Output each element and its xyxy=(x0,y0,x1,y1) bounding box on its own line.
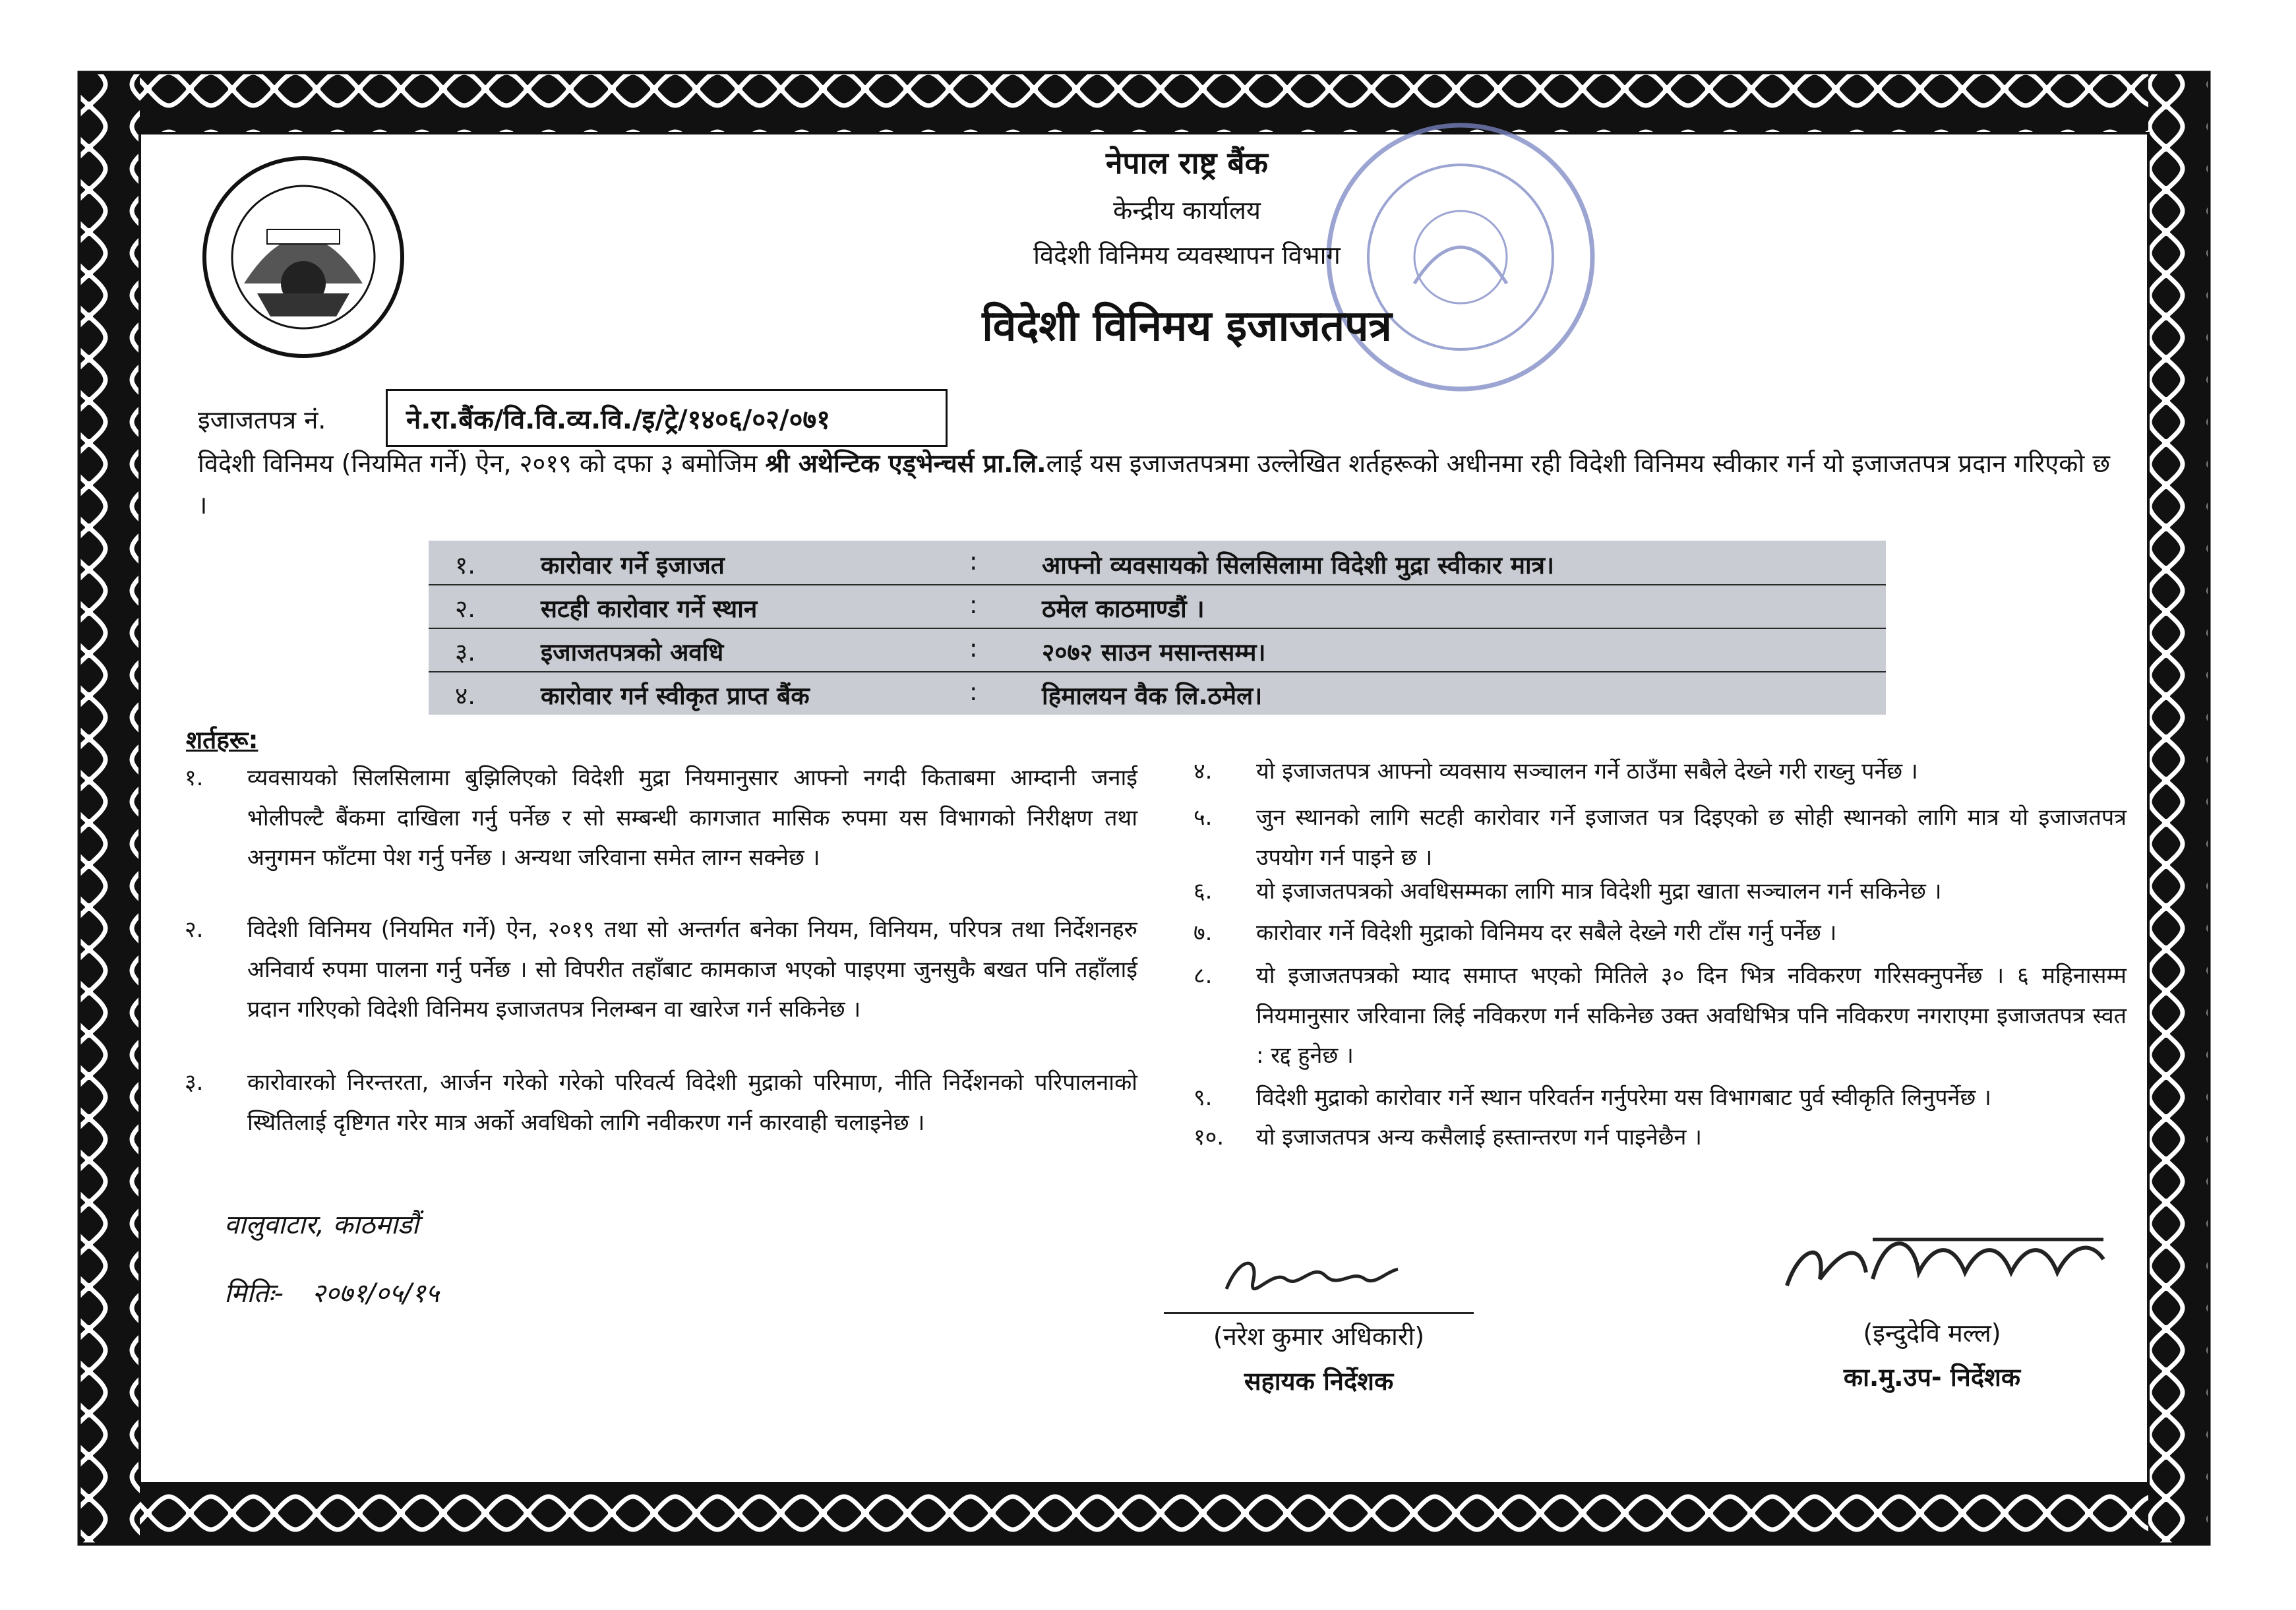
signatory-2-name: (इन्दुदेवि मल्ल) xyxy=(1863,1319,2001,1348)
term-text: विदेशी मुद्राको कारोवार गर्ने स्थान परिवर्तन गर्नुपरेमा यस विभागबाट पुर्व स्वीकृति लिनुपर्नेछ । xyxy=(1256,1085,1991,1111)
detail-num: १. xyxy=(455,551,476,580)
detail-label: सटही कारोवार गर्ने स्थान xyxy=(541,595,758,623)
signature-1 xyxy=(1213,1243,1411,1315)
term-num: १. xyxy=(185,765,204,791)
term-text: जुन स्थानको लागि सटही कारोवार गर्ने इजाजत पत्र दिइएको छ सोही स्थानको लागि मात्र यो इजाजतपत्र उपयोग गर्न पाइने छ । xyxy=(1256,804,2127,871)
permit-details-table xyxy=(429,541,1886,715)
term-num: १०. xyxy=(1193,1124,1224,1150)
term-item xyxy=(185,1063,1137,1143)
company-name: श्री अथेन्टिक एड्भेन्चर्स प्रा.लि. xyxy=(765,449,1046,478)
document-title: विदेशी विनिमय इजाजतपत्र xyxy=(982,302,1392,351)
detail-colon: : xyxy=(969,591,978,619)
term-item xyxy=(185,910,1137,1030)
term-text: कारोवारको निरन्तरता, आर्जन गरेको गरेको परिवर्त्य विदेशी मुद्राको परिमाण, नीति निर्देशनको परिपालनाको स्थितिलाई दृष्टिगत गरेर मात्र अर्को अवधिको लागि नवीकरण गर्न कारवाही चलाइनेछ । xyxy=(247,1069,1137,1136)
detail-value: ठमेल काठमाण्डौं । xyxy=(1042,595,1205,623)
detail-label: कारोवार गर्न स्वीकृत प्राप्त बैंक xyxy=(541,682,810,710)
detail-num: ३. xyxy=(455,638,476,667)
term-text: यो इजाजतपत्र आफ्नो व्यवसाय सञ्चालन गर्ने ठाउँमा सबैले देख्ने गरी राख्नु पर्नेछ । xyxy=(1256,758,1918,785)
intro-after: लाई यस इजाजतपत्रमा उल्लेखित शर्तहरूको अधीनमा रही विदेशी विनिमय स्वीकार गर्न यो इजाजतपत्र प्रदान गरिएको छ । xyxy=(198,449,2110,520)
term-item xyxy=(1193,1118,2127,1158)
intro-paragraph xyxy=(198,443,2110,525)
term-item xyxy=(1193,956,2127,1076)
permit-number-label: इजाजतपत्र नं. xyxy=(198,405,326,434)
term-num: ४. xyxy=(1193,758,1213,785)
detail-row xyxy=(429,628,1886,672)
detail-value: २०७२ साउन मसान्तसम्म। xyxy=(1042,638,1266,667)
term-item xyxy=(1193,872,2127,912)
bank-name: नेपाल राष्ट्र बैंक xyxy=(1106,145,1268,181)
issue-place: वालुवाटार, काठमाडौं xyxy=(224,1210,419,1240)
term-item xyxy=(185,758,1137,878)
detail-value: हिमालयन वैक लि.ठमेल। xyxy=(1042,682,1263,710)
term-text: यो इजाजतपत्रको अवधिसम्मका लागि मात्र विदेशी मुद्रा खाता सञ्चालन गर्न सकिनेछ । xyxy=(1256,878,1942,905)
detail-num: २. xyxy=(455,595,476,623)
date-label: मितिः- xyxy=(224,1278,284,1309)
term-item xyxy=(1193,798,2127,878)
term-num: २. xyxy=(185,916,204,943)
detail-row xyxy=(429,584,1886,629)
term-num: ६. xyxy=(1193,878,1213,905)
term-text: यो इजाजतपत्र अन्य कसैलाई हस्तान्तरण गर्न पाइनेछैन । xyxy=(1256,1124,1703,1150)
term-text: यो इजाजतपत्रको म्याद समाप्त भएको मितिले ३० दिन भित्र नविकरण गरिसक्नुपर्नेछ । ६ महिनासम्म नियमानुसार जरिवाना लिई नविकरण गर्न सकिनेछ उक्त अवधिभित्र पनि नविकरण नगराएमा इजाजतपत्र स्वत : रद्द हुनेछ । xyxy=(1256,963,2127,1069)
term-text: विदेशी विनिमय (नियमित गर्ने) ऐन, २०१९ तथा सो अन्तर्गत बनेका नियम, विनियम, परिपत्र तथा निर्देशनहरु अनिवार्य रुपमा पालना गर्नु पर्नेछ । सो विपरीत तहाँबाट कामकाज भएको पाइएमा जुनसुकै बखत पनि तहाँलाई प्रदान गरिएको विदेशी विनिमय इजाजतपत्र निलम्बन वा खारेज गर्न सकिनेछ । xyxy=(247,916,1137,1023)
term-item xyxy=(1193,913,2127,953)
term-item xyxy=(1193,752,2127,792)
term-num: ७. xyxy=(1193,920,1213,946)
permit-number: ने.रा.बैंक/वि.वि.व्य.वि./इ/ट्रे/१४०६/०२/०७१ xyxy=(386,389,948,447)
detail-label: कारोवार गर्ने इजाजत xyxy=(541,551,725,580)
signatory-1-name: (नरेश कुमार अधिकारी) xyxy=(1213,1322,1425,1351)
department-name: विदेशी विनिमय व्यवस्थापन विभाग xyxy=(1033,241,1341,270)
bank-emblem-logo xyxy=(198,152,409,363)
term-num: ३. xyxy=(185,1069,204,1096)
signature-line-1 xyxy=(1164,1312,1474,1314)
term-item xyxy=(1193,1078,2127,1118)
term-num: ८. xyxy=(1193,963,1213,989)
detail-row xyxy=(429,541,1886,585)
office-name: केन्द्रीय कार्यालय xyxy=(1113,196,1261,225)
terms-heading: शर्तहरू: xyxy=(186,726,258,754)
detail-label: इजाजतपत्रको अवधि xyxy=(541,638,724,667)
signatory-1-title: सहायक निर्देशक xyxy=(1244,1367,1394,1396)
detail-colon: : xyxy=(969,547,978,576)
term-num: ९. xyxy=(1193,1085,1213,1111)
signature-2 xyxy=(1774,1213,2117,1319)
term-text: कारोवार गर्ने विदेशी मुद्राको विनिमय दर सबैले देख्ने गरी टाँस गर्नु पर्नेछ । xyxy=(1256,920,1837,946)
detail-row xyxy=(429,671,1886,715)
detail-colon: : xyxy=(969,678,978,706)
issue-date xyxy=(224,1274,439,1310)
detail-num: ४. xyxy=(455,682,476,710)
term-num: ५. xyxy=(1193,804,1213,831)
detail-value: आफ्नो व्यवसायको सिलसिलामा विदेशी मुद्रा स्वीकार मात्र। xyxy=(1042,551,1554,580)
date-value: २०७१/०५/१५ xyxy=(311,1278,440,1309)
term-text: व्यवसायको सिलसिलामा बुझिलिएको विदेशी मुद्रा नियमानुसार आफ्नो नगदी किताबमा आम्दानी जनाई भोलीपल्टै बैंकमा दाखिला गर्नु पर्नेछ र सो सम्बन्धी कागजात मासिक रुपमा यस विभागको निरीक्षण तथा अनुगमन फाँटमा पेश गर्नु पर्नेछ । अन्यथा जरिवाना समेत लाग्न सक्नेछ । xyxy=(247,765,1137,872)
intro-before: विदेशी विनिमय (नियमित गर्ने) ऐन, २०१९ को दफा ३ बमोजिम xyxy=(198,449,758,478)
detail-colon: : xyxy=(969,634,978,663)
signatory-2-title: का.मु.उप- निर्देशक xyxy=(1843,1363,2021,1392)
